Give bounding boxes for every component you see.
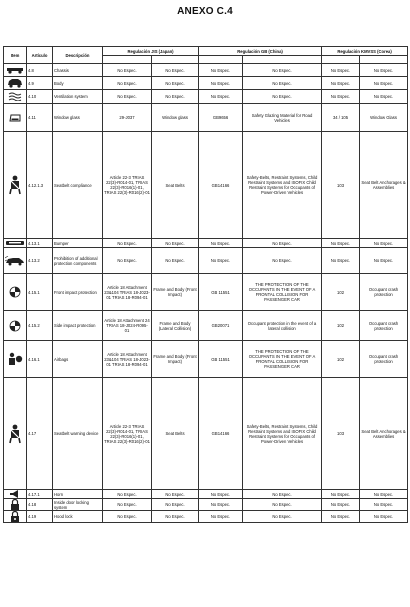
door-lock-icon [4, 499, 27, 511]
cell-gb-article: GB9656 [199, 104, 243, 132]
cell-jis-article: No Espec. [103, 239, 152, 248]
cell-kmvss-regulation: No Espec. [360, 90, 408, 104]
cell-gb-article: GB14166 [199, 132, 243, 239]
cell-gb-regulation: Occupant protection in the event of a lateral collision [243, 311, 322, 341]
cell-gb-article: No Espec. [199, 490, 243, 499]
cell-jis-article: No Espec. [103, 248, 152, 274]
cell-descripcion: Side impact protection [53, 311, 103, 341]
cell-articulo: 4.12.1.3 [27, 132, 53, 239]
cell-gb-regulation: No Espec. [243, 511, 322, 523]
car-body-icon [4, 77, 27, 90]
cell-jis-article: No Espec. [103, 511, 152, 523]
cell-jis-regulation: No Espec. [152, 511, 199, 523]
cell-descripcion: Front impact protection [53, 274, 103, 311]
table-row [4, 490, 408, 499]
crash-test-icon [4, 311, 27, 341]
cell-articulo: 4.15.1 [27, 274, 53, 311]
header-articulo: Artículo [27, 47, 53, 64]
cell-articulo: 4.17 [27, 378, 53, 490]
cell-kmvss-regulation: Seat Belt Anchorages & Assemblies [360, 132, 408, 239]
cell-descripcion: Bumper [53, 239, 103, 248]
cell-jis-article: Article 18 Attachment 23&104 TRIAS 18-J023-01 TRIAS 18-R094-01 [103, 274, 152, 311]
cell-jis-regulation: Frame and Body (Front Impact) [152, 341, 199, 378]
table-row [4, 248, 408, 274]
cell-kmvss-article: No Espec. [322, 77, 360, 90]
cell-jis-regulation: No Espec. [152, 77, 199, 90]
cell-gb-article: No Espec. [199, 77, 243, 90]
cell-jis-article: No Espec. [103, 499, 152, 511]
cell-articulo: 4.10 [27, 90, 53, 104]
cell-gb-regulation: No Espec. [243, 77, 322, 90]
cell-descripcion: Hood lock [53, 511, 103, 523]
cell-jis-regulation: Seat Belts [152, 378, 199, 490]
table-header [4, 47, 408, 56]
cell-descripcion: Window glass [53, 104, 103, 132]
cell-gb-regulation: THE PROTECTION OF THE OCCUPANTS IN THE EVENT OF A FRONTAL COLLISION FOR PASSENGER CAR [243, 274, 322, 311]
cell-articulo: 4.19 [27, 511, 53, 523]
cell-jis-article: 29-J037 [103, 104, 152, 132]
regulation-table [3, 46, 408, 523]
cell-articulo: 4.17.1 [27, 490, 53, 499]
cell-jis-regulation: Frame and Body (Lateral Collision) [152, 311, 199, 341]
cell-gb-article: GB14166 [199, 378, 243, 490]
cell-kmvss-article: 102 [322, 274, 360, 311]
cell-gb-regulation: No Espec. [243, 499, 322, 511]
cell-kmvss-regulation: No Espec. [360, 239, 408, 248]
cell-gb-regulation: No Espec. [243, 64, 322, 77]
cell-gb-article: GB20071 [199, 311, 243, 341]
cell-jis-article: No Espec. [103, 64, 152, 77]
horn-icon [4, 490, 27, 499]
cell-descripcion: Airbags [53, 341, 103, 378]
cell-gb-regulation: THE PROTECTION OF THE OCCUPANTS IN THE EVENT OF A FRONTAL COLLISION FOR PASSENGER CAR [243, 341, 322, 378]
cell-jis-regulation: No Espec. [152, 248, 199, 274]
cell-gb-regulation: Safety-Belts, Restraint Systems, Child Restraint Systems and ISOFIX Child Restraint Systems for Occupants of Power-Driven Vehicles [243, 132, 322, 239]
cell-jis-article: Article 18 Attachment 23&104 TRIAS 18-J023-01 TRIAS 18-R094-01 [103, 341, 152, 378]
cell-kmvss-article: 103 [322, 378, 360, 490]
cell-articulo: 4.9 [27, 77, 53, 90]
cell-jis-article: Article 22-3 TRIAS 22(3)-R014-01, TRIAS 22(3)-R016(1)-01, TRIAS 22(3)-R016(2)-01 [103, 378, 152, 490]
cell-articulo: 4.16.1 [27, 341, 53, 378]
header-gb: Regulación GB (China) [199, 47, 322, 56]
cell-kmvss-regulation: No Espec. [360, 499, 408, 511]
cell-descripcion: Body [53, 77, 103, 90]
airbag-icon [4, 341, 27, 378]
cell-jis-regulation: No Espec. [152, 490, 199, 499]
cell-kmvss-article: 103 [322, 132, 360, 239]
cell-kmvss-article: No Espec. [322, 64, 360, 77]
cell-jis-regulation: Window glass [152, 104, 199, 132]
cell-kmvss-article: 34 / 105 [322, 104, 360, 132]
cell-jis-regulation: Seat Belts [152, 132, 199, 239]
cell-jis-article: Article 22-3 TRIAS 22(3)-R014-01, TRIAS 22(3)-R016(1)-01, TRIAS 22(3)-R016(2)-01 [103, 132, 152, 239]
header-kmvss: Regulación KMVSS (Corea) [322, 47, 408, 56]
table-row [4, 239, 408, 248]
cell-kmvss-article: No Espec. [322, 90, 360, 104]
seatbelt-icon [4, 378, 27, 490]
cell-kmvss-article: 102 [322, 311, 360, 341]
cell-gb-article: No Espec. [199, 90, 243, 104]
cell-kmvss-regulation: Seat Belt Anchorages & Assemblies [360, 378, 408, 490]
cell-descripcion: Horn [53, 490, 103, 499]
table-row [4, 274, 408, 311]
cell-gb-regulation: No Espec. [243, 239, 322, 248]
bumper-icon [4, 239, 27, 248]
cell-descripcion: Ventilation system [53, 90, 103, 104]
cell-articulo: 4.13.2 [27, 248, 53, 274]
cell-kmvss-regulation: No Espec. [360, 490, 408, 499]
cell-gb-article: No Espec. [199, 64, 243, 77]
cell-jis-article: No Espec. [103, 490, 152, 499]
cell-descripcion: Inside door locking system [53, 499, 103, 511]
cell-articulo: 4.18 [27, 499, 53, 511]
protection-icon [4, 248, 27, 274]
cell-kmvss-article: No Espec. [322, 248, 360, 274]
cell-descripcion: Seatbelt compliance [53, 132, 103, 239]
cell-kmvss-regulation: No Espec. [360, 248, 408, 274]
cell-gb-regulation: No Espec. [243, 248, 322, 274]
header-item: Item [4, 47, 27, 64]
cell-kmvss-regulation: No Espec. [360, 77, 408, 90]
ventilation-icon [4, 90, 27, 104]
cell-jis-article: No Espec. [103, 90, 152, 104]
cell-kmvss-regulation: No Espec. [360, 511, 408, 523]
cell-descripcion: Prohibition of additional protection components [53, 248, 103, 274]
cell-kmvss-regulation: Occupant crash protection [360, 274, 408, 311]
cell-kmvss-regulation: Window Glass [360, 104, 408, 132]
chassis-icon [4, 64, 27, 77]
cell-kmvss-regulation: No Espec. [360, 64, 408, 77]
cell-gb-article: No Espec. [199, 248, 243, 274]
cell-jis-regulation: No Espec. [152, 90, 199, 104]
cell-gb-regulation: No Espec. [243, 90, 322, 104]
cell-jis-regulation: No Espec. [152, 64, 199, 77]
cell-gb-regulation: Safety-Belts, Restraint Systems, Child Restraint Systems and ISOFIX Child Restraint Systems for Occupants of Power-Driven Vehicles [243, 378, 322, 490]
cell-articulo: 4.13.1 [27, 239, 53, 248]
cell-gb-regulation: Safety Glazing Material for Road Vehicles [243, 104, 322, 132]
cell-gb-article: No Espec. [199, 239, 243, 248]
cell-jis-regulation: Frame and Body (Front Impact) [152, 274, 199, 311]
table-row [4, 90, 408, 104]
cell-descripcion: Chassis [53, 64, 103, 77]
crash-test-icon [4, 274, 27, 311]
cell-gb-article: GB 11551 [199, 341, 243, 378]
page-title: ANEXO C.4 [177, 6, 233, 17]
header-jis: Regulación JIS (Japan) [103, 47, 199, 56]
cell-gb-article: GB 11551 [199, 274, 243, 311]
cell-gb-article: No Espec. [199, 511, 243, 523]
cell-kmvss-regulation: Occupant crash protection [360, 311, 408, 341]
cell-kmvss-regulation: Occupant crash protection [360, 341, 408, 378]
cell-kmvss-article: 102 [322, 341, 360, 378]
cell-gb-article: No Espec. [199, 499, 243, 511]
table-row [4, 511, 408, 523]
window-icon [4, 104, 27, 132]
table-row [4, 499, 408, 511]
table-row [4, 341, 408, 378]
table-row [4, 104, 408, 132]
table-row [4, 378, 408, 490]
cell-articulo: 4.11 [27, 104, 53, 132]
header-descripcion: Descripción [53, 47, 103, 64]
cell-kmvss-article: No Espec. [322, 511, 360, 523]
cell-jis-article: Article 18 Attachment 24 TRIAS 18-J024-R095-01 [103, 311, 152, 341]
table-row [4, 311, 408, 341]
cell-kmvss-article: No Espec. [322, 490, 360, 499]
hood-lock-icon [4, 511, 27, 523]
cell-jis-article: No Espec. [103, 77, 152, 90]
table-row [4, 77, 408, 90]
cell-jis-regulation: No Espec. [152, 499, 199, 511]
cell-kmvss-article: No Espec. [322, 499, 360, 511]
cell-gb-regulation: No Espec. [243, 490, 322, 499]
cell-jis-regulation: No Espec. [152, 239, 199, 248]
cell-articulo: 4.15.2 [27, 311, 53, 341]
cell-articulo: 4.8 [27, 64, 53, 77]
cell-kmvss-article: No Espec. [322, 239, 360, 248]
table-row [4, 64, 408, 77]
table-row [4, 132, 408, 239]
cell-descripcion: Seatbelt warning device [53, 378, 103, 490]
seatbelt-icon [4, 132, 27, 239]
